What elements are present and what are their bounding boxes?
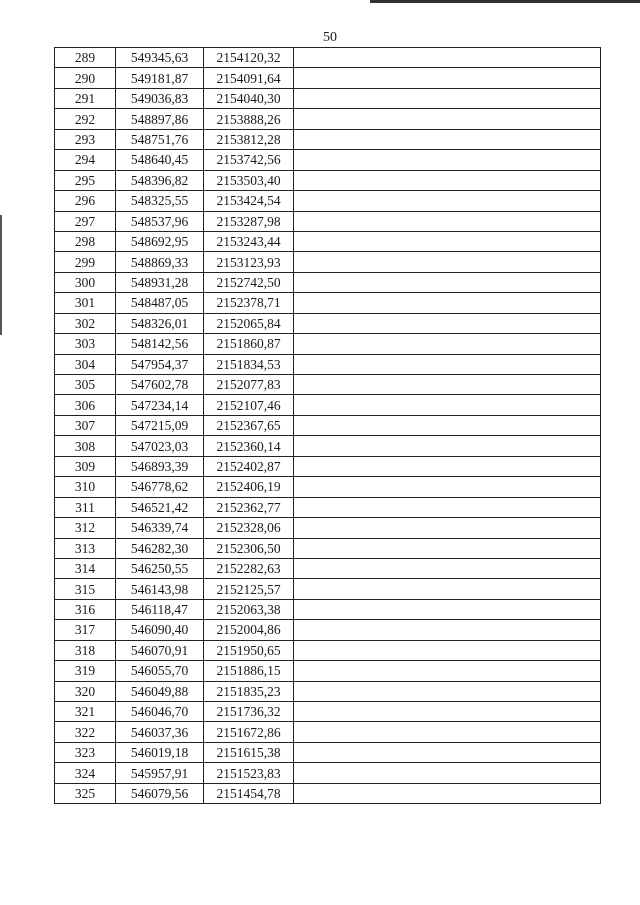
y-coordinate-cell: 2151886,15 (204, 661, 294, 681)
table-row (55, 702, 601, 722)
point-number-cell: 293 (55, 129, 116, 149)
y-coordinate-cell: 2154040,30 (204, 88, 294, 108)
x-coordinate-cell: 545957,91 (116, 763, 204, 783)
notes-cell (294, 109, 601, 129)
point-number-cell: 292 (55, 109, 116, 129)
notes-cell (294, 68, 601, 88)
y-coordinate-cell: 2151615,38 (204, 742, 294, 762)
table-row (55, 722, 601, 742)
x-coordinate-cell: 548396,82 (116, 170, 204, 190)
notes-cell (294, 661, 601, 681)
notes-cell (294, 558, 601, 578)
table-row (55, 681, 601, 701)
table-row (55, 375, 601, 395)
y-coordinate-cell: 2152107,46 (204, 395, 294, 415)
table-row (55, 354, 601, 374)
y-coordinate-cell: 2151860,87 (204, 334, 294, 354)
x-coordinate-cell: 546282,30 (116, 538, 204, 558)
notes-cell (294, 763, 601, 783)
table-row (55, 415, 601, 435)
x-coordinate-cell: 548640,45 (116, 150, 204, 170)
y-coordinate-cell: 2151950,65 (204, 640, 294, 660)
notes-cell (294, 334, 601, 354)
point-number-cell: 290 (55, 68, 116, 88)
table-row (55, 313, 601, 333)
x-coordinate-cell: 548487,05 (116, 293, 204, 313)
x-coordinate-cell: 546118,47 (116, 599, 204, 619)
x-coordinate-cell: 546521,42 (116, 497, 204, 517)
point-number-cell: 291 (55, 88, 116, 108)
y-coordinate-cell: 2152063,38 (204, 599, 294, 619)
table-row (55, 558, 601, 578)
y-coordinate-cell: 2151454,78 (204, 783, 294, 803)
point-number-cell: 306 (55, 395, 116, 415)
y-coordinate-cell: 2153123,93 (204, 252, 294, 272)
point-number-cell: 304 (55, 354, 116, 374)
table-row (55, 518, 601, 538)
y-coordinate-cell: 2151834,53 (204, 354, 294, 374)
x-coordinate-cell: 548325,55 (116, 191, 204, 211)
x-coordinate-cell: 547954,37 (116, 354, 204, 374)
table-row (55, 170, 601, 190)
x-coordinate-cell: 546250,55 (116, 558, 204, 578)
point-number-cell: 324 (55, 763, 116, 783)
x-coordinate-cell: 549036,83 (116, 88, 204, 108)
notes-cell (294, 436, 601, 456)
x-coordinate-cell: 547602,78 (116, 375, 204, 395)
notes-cell (294, 456, 601, 476)
point-number-cell: 309 (55, 456, 116, 476)
table-row (55, 334, 601, 354)
table-row (55, 211, 601, 231)
notes-cell (294, 538, 601, 558)
point-number-cell: 322 (55, 722, 116, 742)
table-row (55, 742, 601, 762)
point-number-cell: 315 (55, 579, 116, 599)
y-coordinate-cell: 2153503,40 (204, 170, 294, 190)
table-row (55, 661, 601, 681)
y-coordinate-cell: 2154120,32 (204, 48, 294, 68)
table-row (55, 640, 601, 660)
table-row (55, 579, 601, 599)
y-coordinate-cell: 2152362,77 (204, 497, 294, 517)
y-coordinate-cell: 2151835,23 (204, 681, 294, 701)
table-row (55, 436, 601, 456)
x-coordinate-cell: 549181,87 (116, 68, 204, 88)
notes-cell (294, 497, 601, 517)
point-number-cell: 301 (55, 293, 116, 313)
point-number-cell: 299 (55, 252, 116, 272)
table-row (55, 538, 601, 558)
y-coordinate-cell: 2152004,86 (204, 620, 294, 640)
table-row (55, 599, 601, 619)
point-number-cell: 308 (55, 436, 116, 456)
y-coordinate-cell: 2152360,14 (204, 436, 294, 456)
point-number-cell: 325 (55, 783, 116, 803)
x-coordinate-cell: 546143,98 (116, 579, 204, 599)
coordinates-table-body (55, 48, 601, 804)
notes-cell (294, 783, 601, 803)
x-coordinate-cell: 546893,39 (116, 456, 204, 476)
y-coordinate-cell: 2151672,86 (204, 722, 294, 742)
y-coordinate-cell: 2152306,50 (204, 538, 294, 558)
point-number-cell: 319 (55, 661, 116, 681)
point-number-cell: 297 (55, 211, 116, 231)
point-number-cell: 302 (55, 313, 116, 333)
x-coordinate-cell: 548692,95 (116, 231, 204, 251)
y-coordinate-cell: 2152742,50 (204, 272, 294, 292)
point-number-cell: 305 (55, 375, 116, 395)
x-coordinate-cell: 547234,14 (116, 395, 204, 415)
point-number-cell: 312 (55, 518, 116, 538)
table-row (55, 191, 601, 211)
notes-cell (294, 313, 601, 333)
x-coordinate-cell: 546070,91 (116, 640, 204, 660)
point-number-cell: 318 (55, 640, 116, 660)
table-row (55, 109, 601, 129)
point-number-cell: 321 (55, 702, 116, 722)
x-coordinate-cell: 548142,56 (116, 334, 204, 354)
y-coordinate-cell: 2152378,71 (204, 293, 294, 313)
notes-cell (294, 742, 601, 762)
table-row (55, 231, 601, 251)
coordinates-table (54, 47, 601, 804)
y-coordinate-cell: 2153888,26 (204, 109, 294, 129)
notes-cell (294, 150, 601, 170)
y-coordinate-cell: 2152125,57 (204, 579, 294, 599)
table-row (55, 150, 601, 170)
notes-cell (294, 129, 601, 149)
y-coordinate-cell: 2153424,54 (204, 191, 294, 211)
notes-cell (294, 354, 601, 374)
x-coordinate-cell: 547023,03 (116, 436, 204, 456)
point-number-cell: 314 (55, 558, 116, 578)
notes-cell (294, 191, 601, 211)
point-number-cell: 298 (55, 231, 116, 251)
scan-edge-left (0, 215, 2, 335)
point-number-cell: 313 (55, 538, 116, 558)
notes-cell (294, 415, 601, 435)
y-coordinate-cell: 2153243,44 (204, 231, 294, 251)
notes-cell (294, 88, 601, 108)
x-coordinate-cell: 546019,18 (116, 742, 204, 762)
table-row (55, 395, 601, 415)
x-coordinate-cell: 546079,56 (116, 783, 204, 803)
notes-cell (294, 620, 601, 640)
table-row (55, 497, 601, 517)
x-coordinate-cell: 546037,36 (116, 722, 204, 742)
x-coordinate-cell: 548869,33 (116, 252, 204, 272)
x-coordinate-cell: 548751,76 (116, 129, 204, 149)
notes-cell (294, 375, 601, 395)
notes-cell (294, 640, 601, 660)
table-row (55, 129, 601, 149)
notes-cell (294, 579, 601, 599)
table-row (55, 620, 601, 640)
table-row (55, 252, 601, 272)
table-row (55, 48, 601, 68)
table-row (55, 272, 601, 292)
notes-cell (294, 293, 601, 313)
y-coordinate-cell: 2152065,84 (204, 313, 294, 333)
point-number-cell: 307 (55, 415, 116, 435)
x-coordinate-cell: 546046,70 (116, 702, 204, 722)
notes-cell (294, 599, 601, 619)
point-number-cell: 310 (55, 477, 116, 497)
point-number-cell: 289 (55, 48, 116, 68)
table-row (55, 68, 601, 88)
point-number-cell: 323 (55, 742, 116, 762)
point-number-cell: 316 (55, 599, 116, 619)
table-row (55, 456, 601, 476)
point-number-cell: 294 (55, 150, 116, 170)
table-row (55, 763, 601, 783)
notes-cell (294, 518, 601, 538)
point-number-cell: 311 (55, 497, 116, 517)
y-coordinate-cell: 2154091,64 (204, 68, 294, 88)
page-number: 50 (323, 30, 337, 45)
notes-cell (294, 722, 601, 742)
notes-cell (294, 170, 601, 190)
y-coordinate-cell: 2153742,56 (204, 150, 294, 170)
y-coordinate-cell: 2151523,83 (204, 763, 294, 783)
notes-cell (294, 211, 601, 231)
x-coordinate-cell: 548537,96 (116, 211, 204, 231)
table-row (55, 477, 601, 497)
notes-cell (294, 702, 601, 722)
y-coordinate-cell: 2152402,87 (204, 456, 294, 476)
y-coordinate-cell: 2152328,06 (204, 518, 294, 538)
x-coordinate-cell: 546778,62 (116, 477, 204, 497)
table-row (55, 88, 601, 108)
x-coordinate-cell: 546090,40 (116, 620, 204, 640)
y-coordinate-cell: 2152077,83 (204, 375, 294, 395)
x-coordinate-cell: 548897,86 (116, 109, 204, 129)
point-number-cell: 320 (55, 681, 116, 701)
point-number-cell: 296 (55, 191, 116, 211)
x-coordinate-cell: 546049,88 (116, 681, 204, 701)
table-row (55, 293, 601, 313)
point-number-cell: 317 (55, 620, 116, 640)
notes-cell (294, 395, 601, 415)
y-coordinate-cell: 2152282,63 (204, 558, 294, 578)
y-coordinate-cell: 2153812,28 (204, 129, 294, 149)
notes-cell (294, 231, 601, 251)
y-coordinate-cell: 2151736,32 (204, 702, 294, 722)
x-coordinate-cell: 548326,01 (116, 313, 204, 333)
y-coordinate-cell: 2152367,65 (204, 415, 294, 435)
x-coordinate-cell: 546055,70 (116, 661, 204, 681)
table-row (55, 783, 601, 803)
x-coordinate-cell: 548931,28 (116, 272, 204, 292)
point-number-cell: 303 (55, 334, 116, 354)
notes-cell (294, 477, 601, 497)
scan-edge-top (370, 0, 640, 3)
point-number-cell: 295 (55, 170, 116, 190)
notes-cell (294, 681, 601, 701)
point-number-cell: 300 (55, 272, 116, 292)
notes-cell (294, 252, 601, 272)
notes-cell (294, 48, 601, 68)
x-coordinate-cell: 547215,09 (116, 415, 204, 435)
y-coordinate-cell: 2153287,98 (204, 211, 294, 231)
x-coordinate-cell: 546339,74 (116, 518, 204, 538)
x-coordinate-cell: 549345,63 (116, 48, 204, 68)
y-coordinate-cell: 2152406,19 (204, 477, 294, 497)
notes-cell (294, 272, 601, 292)
